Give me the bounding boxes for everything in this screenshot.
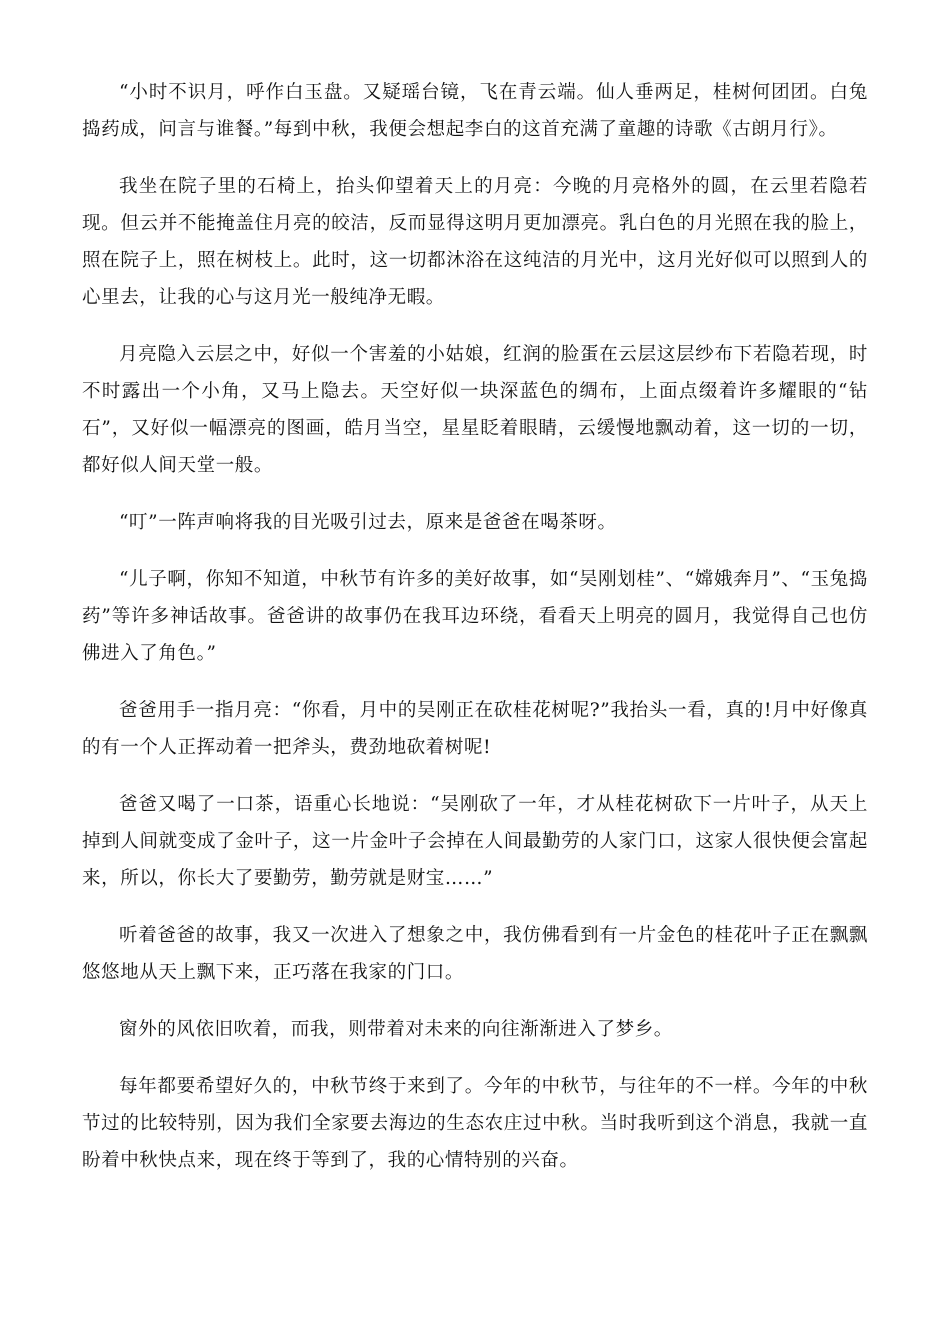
document-body — [82, 74, 868, 1199]
paragraph-2: 我坐在院子里的石椅上，抬头仰望着天上的月亮：今晚的月亮格外的圆，在云里若隐若现。但云并不能掩盖住月亮的皎洁，反而显得这明月更加漂亮。乳白色的月光照在我的脸上，照在院子上，照在树枝上。此时，这一切都沐浴在这纯洁的月光中，这月光好似可以照到人的心里去，让我的心与这月光一般纯净无暇。 — [82, 176, 868, 308]
paragraph-4: “叮”一阵声响将我的目光吸引过去，原来是爸爸在喝茶呀。 — [119, 512, 617, 533]
paragraph-5: “儿子啊，你知不知道，中秋节有许多的美好故事，如“吴刚划桂”、“嫦娥奔月”、“玉兔捣药”等许多神话故事。爸爸讲的故事仍在我耳边环绕，看看天上明亮的圆月，我觉得自己也仿佛进入了角色。” — [82, 569, 868, 664]
paragraph-9: 窗外的风依旧吹着，而我，则带着对未来的向往渐渐进入了梦乡。 — [119, 1019, 673, 1040]
paragraph-8: 听着爸爸的故事，我又一次进入了想象之中，我仿佛看到有一片金色的桂花叶子正在飘飘悠悠地从天上飘下来，正巧落在我家的门口。 — [82, 925, 868, 983]
paragraph-1: “小时不识月，呼作白玉盘。又疑瑶台镜，飞在青云端。仙人垂两足，桂树何团团。白兔捣药成，问言与谁餐。”每到中秋，我便会想起李白的这首充满了童趣的诗歌《古朗月行》。 — [82, 82, 868, 140]
paragraph-3: 月亮隐入云层之中，好似一个害羞的小姑娘，红润的脸蛋在云层这层纱布下若隐若现，时不时露出一个小角，又马上隐去。天空好似一块深蓝色的绸布，上面点缀着许多耀眼的“钻石”，又好似一幅漂亮的图画，皓月当空，星星眨着眼睛，云缓慢地飘动着，这一切的一切，都好似人间天堂一般。 — [82, 344, 868, 476]
paragraph-10: 每年都要希望好久的，中秋节终于来到了。今年的中秋节，与往年的不一样。今年的中秋节过的比较特别，因为我们全家要去海边的生态农庄过中秋。当时我听到这个消息，我就一直盼着中秋快点来，现在终于等到了，我的心情特别的兴奋。 — [82, 1076, 868, 1171]
paragraph-6: 爸爸用手一指月亮：“你看，月中的吴刚正在砍桂花树呢?”我抬头一看，真的!月中好像真的有一个人正挥动着一把斧头，费劲地砍着树呢! — [82, 700, 868, 758]
paragraph-7: 爸爸又喝了一口茶，语重心长地说：“吴刚砍了一年，才从桂花树砍下一片叶子，从天上掉到人间就变成了金叶子，这一片金叶子会掉在人间最勤劳的人家门口，这家人很快便会富起来，所以，你长大了要勤劳，勤劳就是财宝……” — [82, 794, 868, 889]
